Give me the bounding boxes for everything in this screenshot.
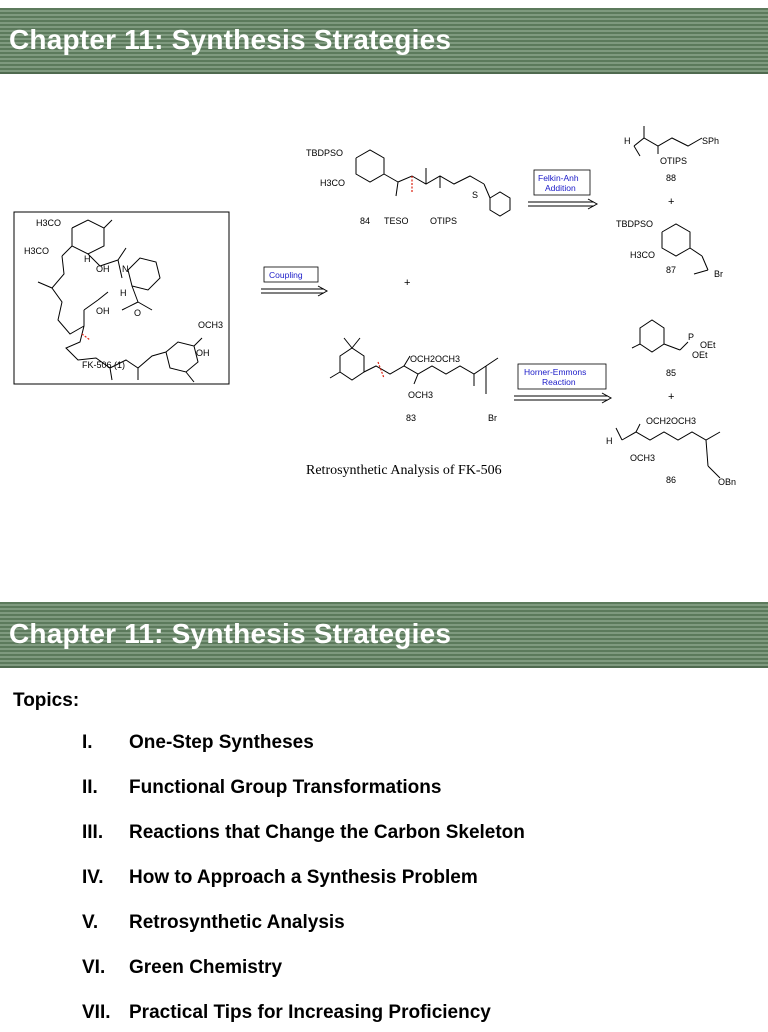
- topic-number: III.: [82, 822, 104, 843]
- fk506-h3co-left: H3CO: [24, 246, 50, 256]
- horner-emmons-arrow: [514, 364, 611, 403]
- compound-84: [306, 148, 510, 226]
- topic-number: V.: [82, 912, 99, 933]
- topic-item: [0, 957, 768, 987]
- horner-label-2: Reaction: [542, 377, 576, 387]
- topic-text: Functional Group Transformations: [129, 777, 442, 798]
- compound-88: [624, 126, 719, 183]
- compound-87: [616, 219, 723, 279]
- fk506-oh-bottom: OH: [196, 348, 210, 358]
- c86-label: 86: [666, 475, 677, 485]
- c83-br: Br: [488, 413, 497, 423]
- compound-85: [632, 320, 716, 378]
- topic-number: IV.: [82, 867, 104, 888]
- topic-text: Practical Tips for Increasing Proficiency: [129, 1002, 491, 1023]
- topics-heading: Topics:: [13, 690, 80, 711]
- c86-obn: OBn: [718, 477, 737, 487]
- c84-tbdpso: TBDPSO: [306, 148, 344, 158]
- c83-label: 83: [406, 413, 417, 423]
- c83-och2och3: OCH2OCH3: [410, 354, 461, 364]
- plus-88-87: +: [668, 196, 675, 208]
- fk506-h2: H: [120, 288, 127, 298]
- topic-number: VII.: [82, 1002, 111, 1023]
- fk506-n: N: [122, 264, 129, 274]
- fk506-o: O: [134, 308, 142, 318]
- c84-teso: TESO: [384, 216, 409, 226]
- topic-number: II.: [82, 777, 98, 798]
- topic-text: Green Chemistry: [129, 957, 283, 978]
- slide1-title-banner: [0, 8, 768, 74]
- c87-tbdpso: TBDPSO: [616, 219, 654, 229]
- c86-h: H: [606, 436, 613, 446]
- topic-item: [0, 822, 768, 852]
- fk506-oh-ring: OH: [96, 264, 110, 274]
- c84-h3co: H3CO: [320, 178, 346, 188]
- topic-item: [0, 867, 768, 897]
- fk506-structure: [14, 212, 229, 384]
- felkin-label-2: Addition: [545, 183, 576, 193]
- slide2-title: Chapter 11: Synthesis Strategies: [9, 618, 452, 649]
- felkin-anh-arrow: [528, 170, 597, 209]
- fk506-oh-mid: OH: [96, 306, 110, 316]
- c84-s: S: [472, 190, 479, 200]
- c88-label: 88: [666, 173, 677, 183]
- compound-83: [330, 338, 498, 423]
- topic-item: [0, 912, 768, 942]
- c85-oet1: OEt: [700, 340, 716, 350]
- c85-oet2: OEt: [692, 350, 708, 360]
- felkin-label-1: Felkin-Anh: [538, 173, 579, 183]
- compound-86: [606, 416, 736, 487]
- fk506-h3co-top: H3CO: [36, 218, 62, 228]
- topic-number: VI.: [82, 957, 106, 978]
- slide1-title: Chapter 11: Synthesis Strategies: [9, 24, 452, 55]
- c86-och2och3: OCH2OCH3: [646, 416, 697, 426]
- coupling-arrow: [261, 267, 327, 296]
- c83-och3: OCH3: [408, 390, 434, 400]
- slide2-title-banner: [0, 602, 768, 668]
- topic-text: One-Step Syntheses: [129, 732, 314, 753]
- fk506-och3: OCH3: [198, 320, 224, 330]
- c86-och3: OCH3: [630, 453, 656, 463]
- topic-text: Retrosynthetic Analysis: [129, 912, 345, 933]
- topic-text: Reactions that Change the Carbon Skeleton: [129, 822, 525, 843]
- topic-number: I.: [82, 732, 93, 753]
- c87-h3co: H3CO: [630, 250, 656, 260]
- topic-item: [0, 1002, 768, 1032]
- scheme-caption: Retrosynthetic Analysis of FK-506: [306, 463, 502, 478]
- fk506-h: H: [84, 254, 91, 264]
- c88-h: H: [624, 136, 631, 146]
- plus-center: +: [404, 277, 411, 289]
- retrosynthesis-scheme: [0, 80, 768, 520]
- c88-sph: SPh: [702, 136, 720, 146]
- coupling-label: Coupling: [269, 270, 303, 280]
- c84-label: 84: [360, 216, 371, 226]
- c87-label: 87: [666, 265, 677, 275]
- c85-p: P: [688, 332, 695, 342]
- c87-br: Br: [714, 269, 723, 279]
- c84-otips: OTIPS: [430, 216, 458, 226]
- scheme-svg: [0, 80, 768, 520]
- horner-label-1: Horner-Emmons: [524, 367, 587, 377]
- c85-label: 85: [666, 368, 677, 378]
- topic-text: How to Approach a Synthesis Problem: [129, 867, 478, 888]
- fk506-label: FK-506 (1): [82, 360, 126, 370]
- topic-item: [0, 732, 768, 762]
- plus-85-86: +: [668, 391, 675, 403]
- c88-otips: OTIPS: [660, 156, 688, 166]
- topic-item: [0, 777, 768, 807]
